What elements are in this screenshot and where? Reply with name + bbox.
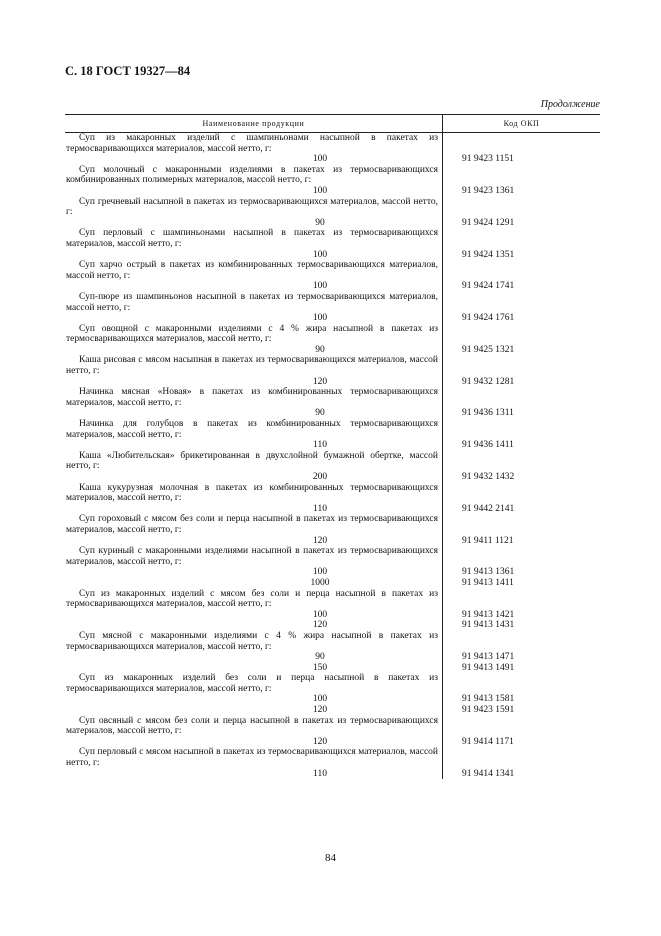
okp-code: 91 9424 1741 [462, 281, 515, 292]
okp-code: 91 9413 1471 [462, 652, 515, 663]
net-mass-value: 120 [312, 705, 328, 716]
product-description: Суп из макаронных изделий без соли и перца насыпной в пакетах из термосваривающихся материалов, массой нетто, г: [66, 673, 438, 694]
table-row [65, 154, 600, 165]
table-row [65, 769, 600, 780]
table-row [65, 218, 600, 229]
table-row [65, 313, 600, 324]
okp-code: 91 9423 1151 [462, 154, 514, 165]
net-mass-value: 120 [312, 376, 328, 387]
net-mass-value: 150 [312, 662, 328, 673]
net-mass-value: 100 [312, 185, 328, 196]
table-row [65, 737, 600, 748]
okp-code: 91 9413 1581 [462, 694, 515, 705]
net-mass-value: 200 [312, 472, 328, 482]
product-description: Суп мясной с макаронными изделиями с 4 % жира насыпной в пакетах из термосваривающихся материалов, массой нетто, г: [66, 630, 438, 652]
okp-code: 91 9413 1361 [462, 567, 515, 578]
okp-code: 91 9425 1321 [462, 344, 515, 355]
net-mass-value: 110 [313, 440, 327, 451]
net-mass-value: 90 [315, 217, 325, 228]
table-entry [65, 747, 600, 779]
table-row [65, 536, 600, 547]
table-entry [65, 292, 600, 324]
table-entry [65, 419, 600, 451]
product-description: Суп гречневый насыпной в пакетах из термосваривающихся материалов, массой нетто, г: [66, 196, 438, 218]
net-mass-value: 1000 [310, 577, 330, 588]
column-header-name: Наименование продукции [65, 115, 443, 132]
product-description: Суп перловый с шампиньонами насыпной в пакетах из термосваривающихся материалов, массой нетто, г: [66, 228, 438, 249]
table-row [65, 504, 600, 515]
product-description: Начинка мясная «Новая» в пакетах из комбинированных термосваривающихся материалов, массой нетто, г: [66, 387, 438, 408]
okp-code: 91 9414 1171 [462, 736, 514, 747]
product-description: Суп куриный с макаронными изделиями насыпной в пакетах из термосваривающихся материалов, массой нетто, г: [66, 546, 438, 567]
okp-code: 91 9413 1491 [462, 662, 515, 673]
table-entry [65, 716, 600, 748]
net-mass-value: 100 [312, 249, 328, 260]
net-mass-value: 100 [312, 694, 328, 705]
net-mass-value: 90 [315, 652, 325, 663]
net-mass-value: 100 [312, 609, 328, 620]
product-description: Суп молочный с макаронными изделиями в пакетах из термосваривающихся комбинированных полимерных материалов, массой нетто, г: [66, 164, 438, 186]
table-entry [65, 589, 600, 631]
net-mass-value: 120 [312, 620, 328, 631]
table-entry [65, 355, 600, 387]
column-header-code: Код ОКП [503, 119, 540, 128]
continuation-label: Продолжение [540, 99, 600, 110]
product-description: Суп гороховый с мясом без соли и перца насыпной в пакетах из термосваривающихся материалов, массой нетто, г: [66, 514, 438, 535]
table-entry [65, 324, 600, 356]
product-description: Суп-пюре из шампиньонов насыпной в пакетах из термосваривающихся материалов, массой нетто, г: [66, 291, 438, 313]
table-row [65, 567, 600, 578]
okp-code: 91 9432 1281 [462, 376, 515, 387]
product-description: Суп перловый с мясом насыпной в пакетах из термосваривающихся материалов, массой нетто, г: [66, 747, 438, 769]
table-row [65, 281, 600, 292]
okp-code: 91 9413 1411 [462, 577, 514, 588]
table-entry [65, 260, 600, 292]
net-mass-value: 90 [315, 344, 325, 355]
okp-code: 91 9423 1361 [462, 185, 515, 196]
product-description: Каша рисовая с мясом насыпная в пакетах из термосваривающихся материалов, массой нетто, г: [66, 355, 438, 377]
product-description: Суп овсяный с мясом без соли и перца насыпной в пакетах из термосваривающихся материалов, массой нетто, г: [66, 715, 438, 737]
product-description: Суп из макаронных изделий с мясом без соли и перца насыпной в пакетах из термосваривающихся материалов, массой нетто, г: [66, 588, 438, 610]
page-header: С. 18 ГОСТ 19327—84 [65, 64, 191, 78]
table-header [65, 114, 600, 133]
okp-code: 91 9423 1591 [462, 705, 515, 716]
okp-code: 91 9411 1121 [462, 535, 514, 546]
okp-code: 91 9442 2141 [462, 503, 515, 514]
okp-code: 91 9424 1291 [462, 217, 515, 228]
table-entry [65, 228, 600, 260]
okp-code: 91 9436 1311 [462, 408, 514, 419]
table-row [65, 705, 600, 716]
okp-code: 91 9432 1432 [462, 472, 515, 482]
product-description: Начинка для голубцов в пакетах из комбинированных термосваривающихся материалов, массой нетто, г: [66, 419, 438, 440]
product-description: Суп харчо острый в пакетах из комбинированных термосваривающихся материалов, массой нетто, г: [66, 260, 438, 281]
net-mass-value: 110 [313, 768, 327, 779]
net-mass-value: 110 [313, 503, 327, 514]
page-number: 84 [325, 852, 336, 864]
product-description: Каша кукурузная молочная в пакетах из комбинированных термосваривающихся материалов, массой нетто, г: [66, 482, 438, 504]
product-description: Суп овощной с макаронными изделиями с 4 % жира насыпной в пакетах из термосваривающихся материалов, массой нетто, г: [66, 323, 438, 345]
table-body [65, 133, 600, 779]
table-entry [65, 514, 600, 546]
table-row [65, 620, 600, 631]
table-row [65, 377, 600, 388]
net-mass-value: 120 [312, 736, 328, 747]
table-row [65, 186, 600, 197]
table-entry [65, 483, 600, 515]
table-entry [65, 133, 600, 165]
table-row [65, 694, 600, 705]
table-entry [65, 673, 600, 715]
net-mass-value: 100 [312, 281, 328, 292]
net-mass-value: 90 [315, 408, 325, 419]
net-mass-value: 100 [312, 313, 328, 324]
table-row [65, 472, 600, 483]
okp-code: 91 9424 1761 [462, 313, 515, 324]
table-row [65, 663, 600, 674]
net-mass-value: 100 [312, 154, 328, 165]
table-row [65, 408, 600, 419]
table-entry [65, 451, 600, 483]
table-entry [65, 546, 600, 588]
table-entry [65, 197, 600, 229]
table-row [65, 610, 600, 621]
table-entry [65, 631, 600, 673]
table-row [65, 578, 600, 589]
okp-code: 91 9413 1431 [462, 620, 515, 631]
product-description: Суп из макаронных изделий с шампиньонами насыпной в пакетах из термосваривающихся материалов, массой нетто, г: [66, 133, 438, 154]
product-description: Каша «Любительская» брикетированная в двухслойной бумажной обертке, массой нетто, г: [66, 450, 438, 472]
table-row [65, 345, 600, 356]
okp-code: 91 9413 1421 [462, 609, 515, 620]
table-entry [65, 165, 600, 197]
net-mass-value: 120 [312, 535, 328, 546]
okp-code: 91 9424 1351 [462, 249, 515, 260]
okp-code: 91 9414 1341 [462, 768, 515, 779]
table-entry [65, 387, 600, 419]
table-row [65, 250, 600, 261]
product-table [65, 114, 600, 779]
net-mass-value: 100 [312, 567, 328, 578]
okp-code: 91 9436 1411 [462, 440, 514, 451]
table-row [65, 440, 600, 451]
table-row [65, 652, 600, 663]
